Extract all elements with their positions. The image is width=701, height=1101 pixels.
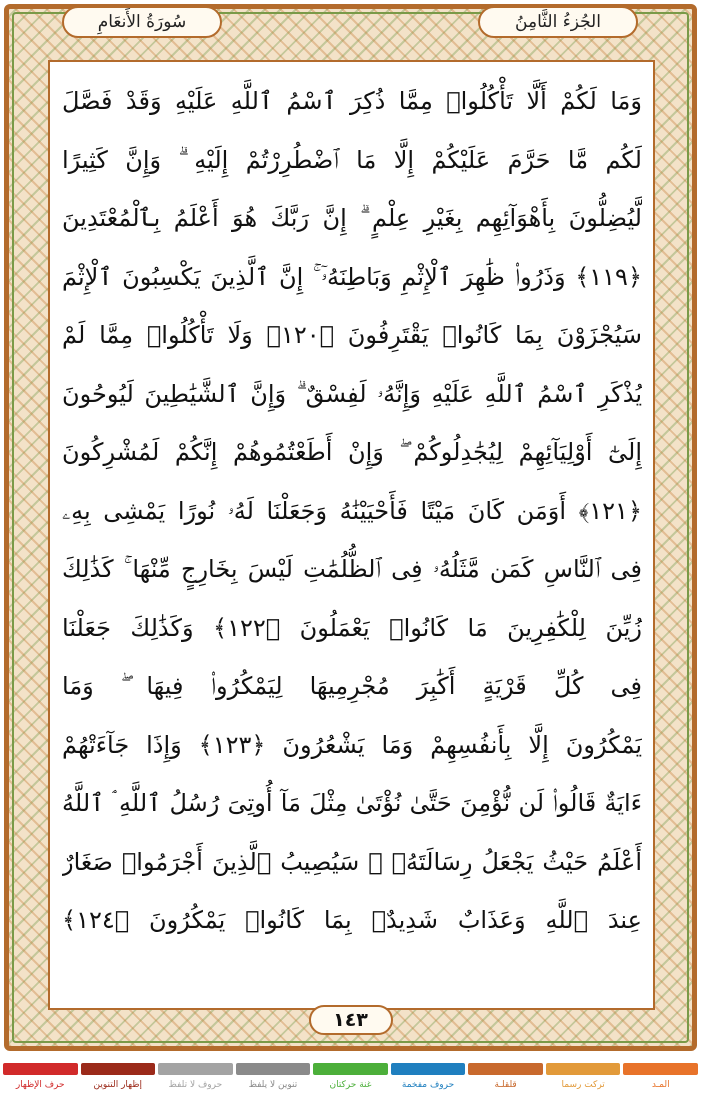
- verse-line: أَعْلَمُ حَيْثُ يَجْعَلُ رِسَالَتَهُۥ ۗ سَيُصِيبُ ٱلَّذِينَ أَجْرَمُوا۟ صَغَارٌ: [62, 847, 642, 876]
- verse-line: فِى كُلِّ قَرْيَةٍ أَكَٰبِرَ مُجْرِمِيهَا لِيَمْكُرُوا۟ فِيهَا ۖ وَمَا: [62, 672, 642, 700]
- legend-label: قلقلـة: [494, 1080, 517, 1090]
- legend-item: [236, 1063, 311, 1101]
- legend-item: [81, 1063, 156, 1101]
- legend-swatch: [81, 1063, 156, 1075]
- page-number: ١٤٣: [309, 1005, 393, 1035]
- verse-line: ﴿١٢١﴾ أَوَمَن كَانَ مَيْتًا فَأَحْيَيْنَٰهُ وَجَعَلْنَا لَهُۥ نُورًا يَمْشِى بِهِۦ: [62, 496, 642, 525]
- legend-label: حروف لا تلفظ: [168, 1080, 223, 1090]
- quran-page: [48, 60, 655, 1010]
- verse-line: يَمْكُرُونَ إِلَّا بِأَنفُسِهِمْ وَمَا يَشْعُرُونَ ﴿١٢٣﴾ وَإِذَا جَآءَتْهُمْ: [62, 730, 642, 759]
- legend-swatch: [3, 1063, 78, 1075]
- legend-label: حرف الإظهار: [15, 1080, 65, 1090]
- legend-swatch: [546, 1063, 621, 1075]
- verse-text: [62, 72, 642, 950]
- surah-label: سُورَةُ الأَنعَامِ: [62, 6, 222, 38]
- legend-item: [313, 1063, 388, 1101]
- legend-swatch: [468, 1063, 543, 1075]
- verse-line: سَيُجْزَوْنَ بِمَا كَانُوا۟ يَقْتَرِفُونَ ﴿١٢٠﴾ وَلَا تَأْكُلُوا۟ مِمَّا لَمْ: [62, 321, 642, 349]
- legend-item: [158, 1063, 233, 1101]
- legend-swatch: [391, 1063, 466, 1075]
- legend-item: [391, 1063, 466, 1101]
- legend-item: [546, 1063, 621, 1101]
- legend-swatch: [313, 1063, 388, 1075]
- legend-label: إظهار التنوين: [93, 1080, 142, 1090]
- verse-line: لَّيُضِلُّونَ بِأَهْوَآئِهِم بِغَيْرِ عِلْمٍ ۗ إِنَّ رَبَّكَ هُوَ أَعْلَمُ بِٱلْمُعْتَدِينَ: [62, 204, 642, 232]
- verse-line: لَكُم مَّا حَرَّمَ عَلَيْكُمْ إِلَّا مَا ٱضْطُرِرْتُمْ إِلَيْهِ ۗ وَإِنَّ كَثِيرًا: [62, 145, 642, 174]
- legend-label: غنة حركتان: [329, 1080, 372, 1090]
- verse-line: ءَايَةٌ قَالُوا۟ لَن نُّؤْمِنَ حَتَّىٰ نُؤْتَىٰ مِثْلَ مَآ أُوتِىَ رُسُلُ ٱللَّهِ ۘ ٱللَّهُ: [62, 789, 642, 817]
- legend-item: [3, 1063, 78, 1101]
- legend-label: حروف مفخمة: [401, 1080, 455, 1090]
- legend-label: المـد: [651, 1080, 670, 1090]
- verse-line: عِندَ ٱللَّهِ وَعَذَابٌ شَدِيدٌۢ بِمَا كَانُوا۟ يَمْكُرُونَ ﴿١٢٤﴾: [62, 906, 642, 934]
- juz-label: الجُزءُ الثَّامِنُ: [478, 6, 638, 38]
- verse-line: زُيِّنَ لِلْكَٰفِرِينَ مَا كَانُوا۟ يَعْمَلُونَ ﴿١٢٢﴾ وَكَذَٰلِكَ جَعَلْنَا: [62, 613, 642, 642]
- legend-label: تركت رسما: [561, 1080, 605, 1090]
- verse-line: فِى ٱلنَّاسِ كَمَن مَّثَلُهُۥ فِى ٱلظُّلُمَٰتِ لَيْسَ بِخَارِجٍ مِّنْهَا ۚ كَذَٰلِكَ: [62, 555, 642, 583]
- legend-item: [468, 1063, 543, 1101]
- legend-item: [623, 1063, 698, 1101]
- legend-swatch: [158, 1063, 233, 1075]
- verse-line: يُذْكَرِ ٱسْمُ ٱللَّهِ عَلَيْهِ وَإِنَّهُۥ لَفِسْقٌ ۗ وَإِنَّ ٱلشَّيَٰطِينَ لَيُوحُونَ: [62, 379, 642, 408]
- verse-line: وَمَا لَكُمْ أَلَّا تَأْكُلُوا۟ مِمَّا ذُكِرَ ٱسْمُ ٱللَّهِ عَلَيْهِ وَقَدْ فَصَّلَ: [62, 87, 642, 115]
- legend-label: تنوين لا يلفظ: [248, 1080, 298, 1090]
- legend-swatch: [623, 1063, 698, 1075]
- tajweed-legend: [0, 1063, 701, 1101]
- verse-line: ﴿١١٩﴾ وَذَرُوا۟ ظَٰهِرَ ٱلْإِثْمِ وَبَاطِنَهُۥٓ ۚ إِنَّ ٱلَّذِينَ يَكْسِبُونَ ٱلْإِثْمَ: [62, 262, 642, 291]
- legend-swatch: [236, 1063, 311, 1075]
- verse-line: إِلَىٰٓ أَوْلِيَآئِهِمْ لِيُجَٰدِلُوكُمْ ۖ وَإِنْ أَطَعْتُمُوهُمْ إِنَّكُمْ لَمُشْرِكُونَ: [62, 438, 642, 466]
